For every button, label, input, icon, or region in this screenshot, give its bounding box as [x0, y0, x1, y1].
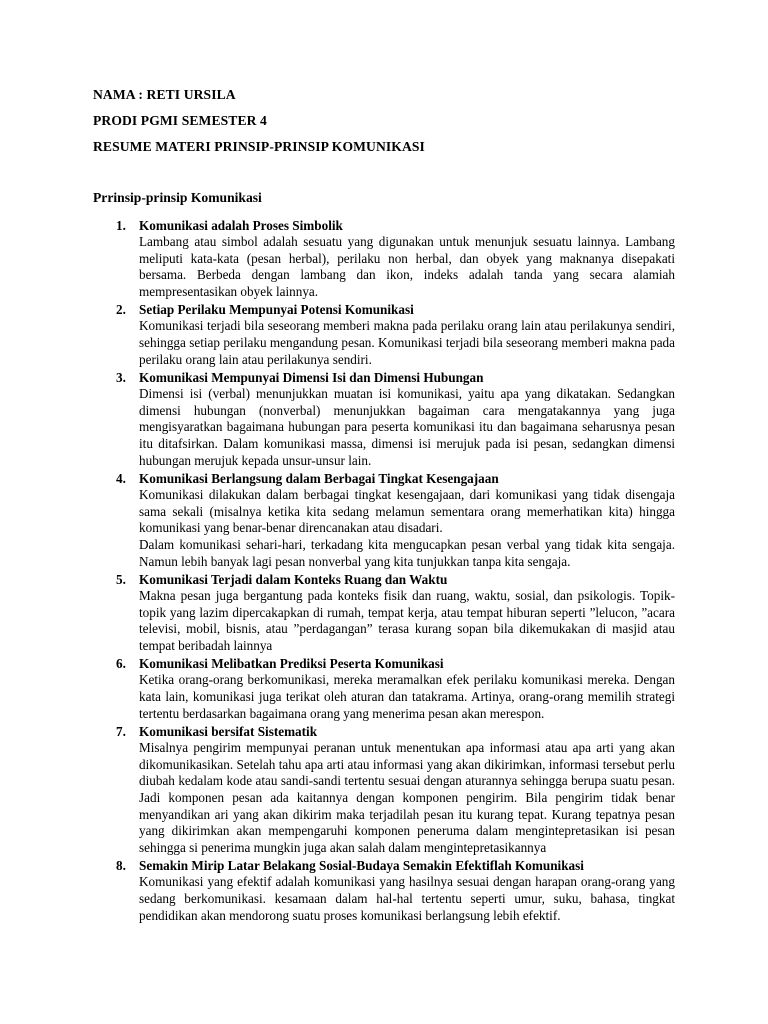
list-item-number: 6. [116, 656, 126, 672]
list-item-paragraph: Dimensi isi (verbal) menunjukkan muatan isi komunikasi, yaitu apa yang dikatakan. Sedangkan dimensi hubungan (nonverbal) menunjukkan bagaiman cara mengatakannya yang juga mengisyaratkan bagaimana hubungan para peserta komunikasi itu dan bagaimana seharusnya pesan itu ditafsirkan. Dalam komunikasi massa, dimensi isi merujuk pada isi pesan, sedangkan dimensi hubungan merujuk kepada unsur-unsur lain. [139, 386, 675, 468]
list-item-body [139, 234, 675, 300]
section-title: Prrinsip-prinsip Komunikasi [93, 190, 262, 205]
list-item-number: 5. [116, 572, 126, 588]
list-item-body [139, 386, 675, 469]
list-item-title: Komunikasi bersifat Sistematik [139, 724, 318, 740]
list-item [0, 217, 768, 300]
list-item-number: 7. [116, 724, 126, 740]
list-item-title: Setiap Perilaku Mempunyai Potensi Komunikasi [139, 302, 414, 318]
list-item-title: Komunikasi Melibatkan Prediksi Peserta Komunikasi [139, 656, 444, 672]
list-item-paragraph: Ketika orang-orang berkomunikasi, mereka meramalkan efek perilaku komunikasi mereka. Dengan kata lain, komunikasi juga terikat oleh aturan dan tatakrama. Artinya, orang-orang memilih strategi tertentu berdasarkan bagaimana orang yang menerima pesan akan merespon. [139, 672, 675, 721]
list-item-title: Komunikasi adalah Proses Simbolik [139, 218, 343, 233]
list-item-number: 4. [116, 471, 126, 487]
list-item-body [139, 672, 675, 722]
list-item-number: 3. [116, 370, 126, 386]
list-item-paragraph: Komunikasi dilakukan dalam berbagai tingkat kesengajaan, dari komunikasi yang tidak disengaja sama sekali (misalnya ketika kita sedang melamun sementara orang memerhatikan kita) hingga komunikasi yang benar-benar direncanakan atau disadari. [139, 487, 675, 536]
list-item [0, 470, 768, 570]
study-program: PRODI PGMI SEMESTER 4 [93, 113, 267, 128]
list-item [0, 301, 768, 368]
list-item-paragraph: Komunikasi yang efektif adalah komunikasi yang hasilnya sesuai dengan harapan orang-orang yang sedang berkomunikasi. kesamaan dalam hal-hal tertentu seperti umur, suku, bahasa, tingkat pendidikan akan mendorong suatu proses komunikasi berlangsung lebih efektif. [139, 874, 675, 923]
list-item-body [139, 588, 675, 654]
list-item [0, 571, 768, 654]
list-item-body [139, 874, 675, 924]
list-item-paragraph: Komunikasi terjadi bila seseorang memberi makna pada perilaku orang lain atau perilakunya sendiri, sehingga setiap perilaku mengandung pesan. Komunikasi terjadi bila seseorang memberi makna pada perilaku orang lain atau perilakunya sendiri. [139, 318, 675, 367]
list-item-paragraph: Misalnya pengirim mempunyai peranan untuk menentukan apa informasi atau apa arti yang akan dikomunikasikan. Setelah tahu apa arti atau informasi yang akan dikirimkan, informasi tersebut perlu diubah kedalam kode atau sandi-sandi tertentu sesuai dengan aturannya sehingga berupa suatu pesan. Jadi komponen pesan ada kaitannya dengan komponen pengirim. Bila pengirim tidak benar menyandikan ari yang akan dikirim maka terjadilah pesan itu kurang tepat. Kurang tepatnya pesan yang dikirimkan akan mempengaruhi komponen peneruma dalam mengintepretasikan isi pesan sehingga si penerima mungkin juga akan salah dalam mengintepretasikannya [139, 740, 675, 855]
list-item-number: 2. [116, 302, 126, 318]
list-item [0, 857, 768, 924]
list-item-paragraph: Dalam komunikasi sehari-hari, terkadang kita mengucapkan pesan verbal yang tidak kita sengaja. Namun lebih banyak lagi pesan nonverbal yang kita tunjukkan tanpa kita sengaja. [139, 536, 675, 569]
list-item-body [139, 318, 675, 368]
list-item-number: 8. [116, 858, 126, 874]
resume-title: RESUME MATERI PRINSIP-PRINSIP KOMUNIKASI [93, 139, 425, 154]
list-item [0, 723, 768, 856]
list-item-body [139, 487, 675, 570]
list-item-paragraph: Lambang atau simbol adalah sesuatu yang digunakan untuk menunjuk sesuatu lainnya. Lambang meliputi kata-kata (pesan herbal), perilaku non herbal, dan obyek yang maknanya disepakati bersama. Berbeda dengan lambang dan ikon, indeks adalah tanda yang secara alamiah mempresentasikan obyek lainnya. [139, 234, 675, 299]
list-item-title: Komunikasi Terjadi dalam Konteks Ruang dan Waktu [139, 572, 448, 588]
list-item-body [139, 740, 675, 856]
list-item-number: 1. [116, 218, 126, 233]
list-item [0, 369, 768, 469]
list-item-title: Semakin Mirip Latar Belakang Sosial-Budaya Semakin Efektiflah Komunikasi [139, 858, 584, 874]
list-item [0, 655, 768, 722]
principles-list [0, 217, 768, 925]
list-item-title: Komunikasi Mempunyai Dimensi Isi dan Dimensi Hubungan [139, 370, 484, 386]
list-item-paragraph: Makna pesan juga bergantung pada konteks fisik dan ruang, waktu, sosial, dan psikologis. Topik-topik yang lazim dipercakapkan di rumah, tempat kerja, atau tempat hiburan seperti ”lelucon, ”acara televisi, mobil, bisnis, atau ”perdagangan” terasa kurang sopan bila dikemukakan di masjid atau tempat beribadah lainnya [139, 588, 675, 653]
student-name: NAMA : RETI URSILA [93, 87, 236, 102]
list-item-title: Komunikasi Berlangsung dalam Berbagai Tingkat Kesengajaan [139, 471, 499, 487]
